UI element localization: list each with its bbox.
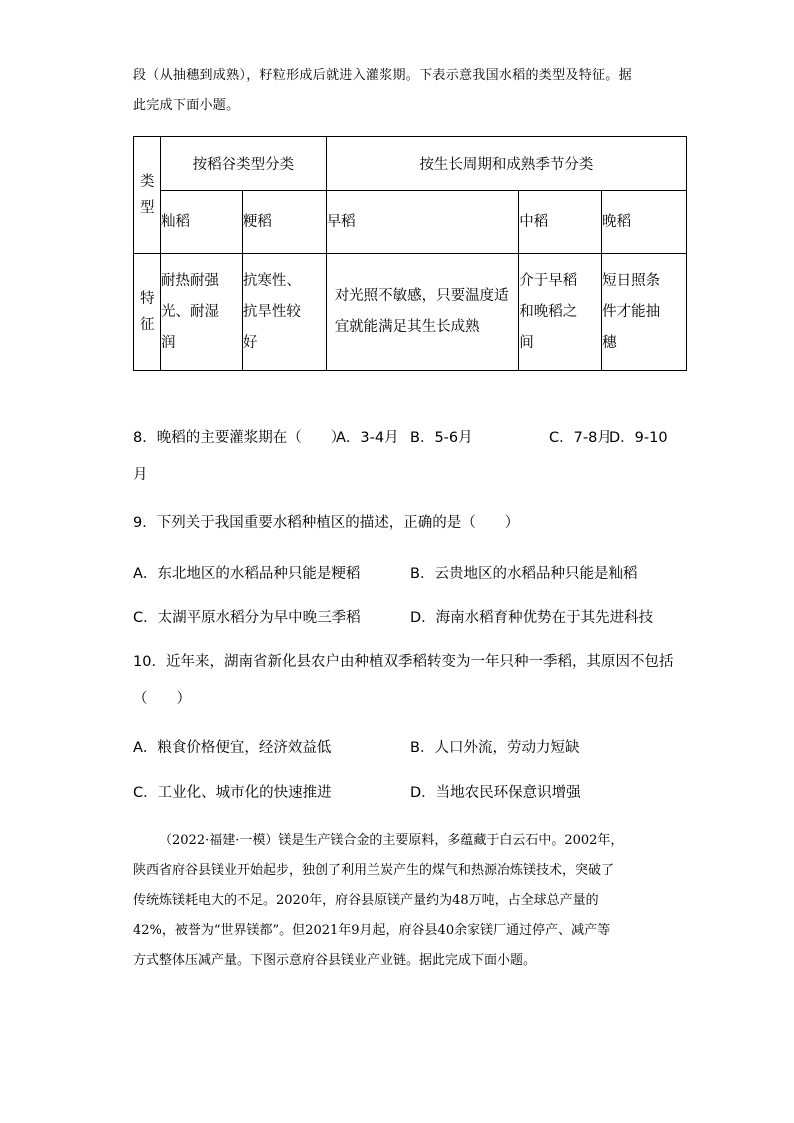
rice-type-table <box>133 136 687 371</box>
passage-line-2: 陕西省府谷县镁业开始起步，独创了利用兰炭产生的煤气和热源冶炼镁技术，突破了 <box>133 863 615 878</box>
feature-line: 短日照条 <box>602 272 661 289</box>
feature-line: 宜就能满足其生长成熟 <box>334 319 480 335</box>
group-header-season <box>326 137 686 191</box>
group-header-grain-label: 按稻谷类型分类 <box>192 157 295 173</box>
question-8 <box>133 427 345 449</box>
q9-option-b: B．云贵地区的水稻品种只能是籼稻 <box>410 566 638 582</box>
feature-line: 光、耐湿 <box>160 303 219 320</box>
q10-option-d: D．当地农民环保意识增强 <box>410 785 581 801</box>
feature-header-cell <box>134 254 161 371</box>
q9-option-c: C．太湖平原水稻分为早中晚三季稻 <box>133 610 361 626</box>
type-middle: 中稻 <box>519 191 602 254</box>
feature-line: 间 <box>519 334 534 351</box>
passage-line-4: 42%，被誉为“世界镁都”。但2021年9月起，府谷县40余家镁厂通过停产、减产等 <box>133 923 611 938</box>
feature-late <box>602 254 687 371</box>
question-10-stem: 10．近年来，湖南省新化县农户由种植双季稻转变为一年只种一季稻，其原因不包括 <box>133 654 674 670</box>
question-10 <box>133 651 673 673</box>
question-9-stem: 9．下列关于我国重要水稻种植区的描述，正确的是（ ） <box>133 515 520 531</box>
q8-option-b: B．5-6月 <box>410 430 473 446</box>
question-8-stem: 8．晚稻的主要灌浆期在（ ） <box>133 430 346 446</box>
passage-line-5: 方式整体压减产量。下图示意府谷县镁业产业链。据此完成下面小题。 <box>133 953 537 968</box>
feature-line: 润 <box>160 334 176 351</box>
feature-line: 介于早稻 <box>519 272 578 289</box>
q9-option-d: D．海南水稻育种优势在于其先进科技 <box>410 610 654 626</box>
feature-line: 好 <box>242 334 258 351</box>
feature-line: 耐热耐强 <box>160 272 219 289</box>
feature-indica <box>160 254 242 371</box>
type-japonica: 粳稻 <box>242 191 326 254</box>
type-early: 早稻 <box>326 191 519 254</box>
type-header-cell <box>134 137 161 254</box>
type-header: 类型 <box>139 174 155 216</box>
feature-line: 抗旱性较 <box>242 303 301 320</box>
feature-middle <box>519 254 602 371</box>
intro-line-2: 此完成下面小题。 <box>133 98 240 113</box>
q10-option-b: B．人口外流，劳动力短缺 <box>410 740 580 756</box>
q10-option-a: A．粮食价格便宜，经济效益低 <box>133 740 332 756</box>
feature-line: 对光照不敏感，只要温度适 <box>334 288 509 304</box>
feature-japonica <box>242 254 326 371</box>
feature-early <box>326 254 519 371</box>
question-9 <box>133 512 519 534</box>
feature-line: 穗 <box>602 334 617 351</box>
feature-line: 抗寒性、 <box>242 272 301 289</box>
magnesium-passage <box>133 826 673 976</box>
group-header-season-label: 按生长周期和成熟季节分类 <box>419 157 594 173</box>
feature-header: 特征 <box>139 291 155 333</box>
intro-line-1: 段（从抽穗到成熟），籽粒形成后就进入灌浆期。下表示意我国水稻的类型及特征。据 <box>133 68 632 83</box>
q8-option-c: C．7-8月 <box>549 430 612 446</box>
type-late: 晚稻 <box>602 191 687 254</box>
passage-line-1: （2022·福建·一模）镁是生产镁合金的主要原料，多蕴藏于白云石中。2002年， <box>159 833 624 848</box>
type-indica: 籼稻 <box>160 191 242 254</box>
group-header-grain <box>160 137 326 191</box>
q9-option-a: A．东北地区的水稻品种只能是粳稻 <box>133 566 361 582</box>
q8-option-d: D．9-10 <box>609 430 668 446</box>
intro-paragraph <box>133 61 673 121</box>
q8-option-d-continued: 月 <box>133 467 148 483</box>
feature-line: 和晚稻之 <box>519 303 578 320</box>
passage-line-3: 传统炼镁耗电大的不足。2020年，府谷县原镁产量约为48万吨，占全球总产量的 <box>133 893 599 908</box>
feature-line: 件才能抽 <box>602 303 661 320</box>
q8-option-a: A．3-4月 <box>336 430 399 446</box>
q10-option-c: C．工业化、城市化的快速推进 <box>133 785 332 801</box>
question-10-stem-continued: （ ） <box>133 691 191 707</box>
